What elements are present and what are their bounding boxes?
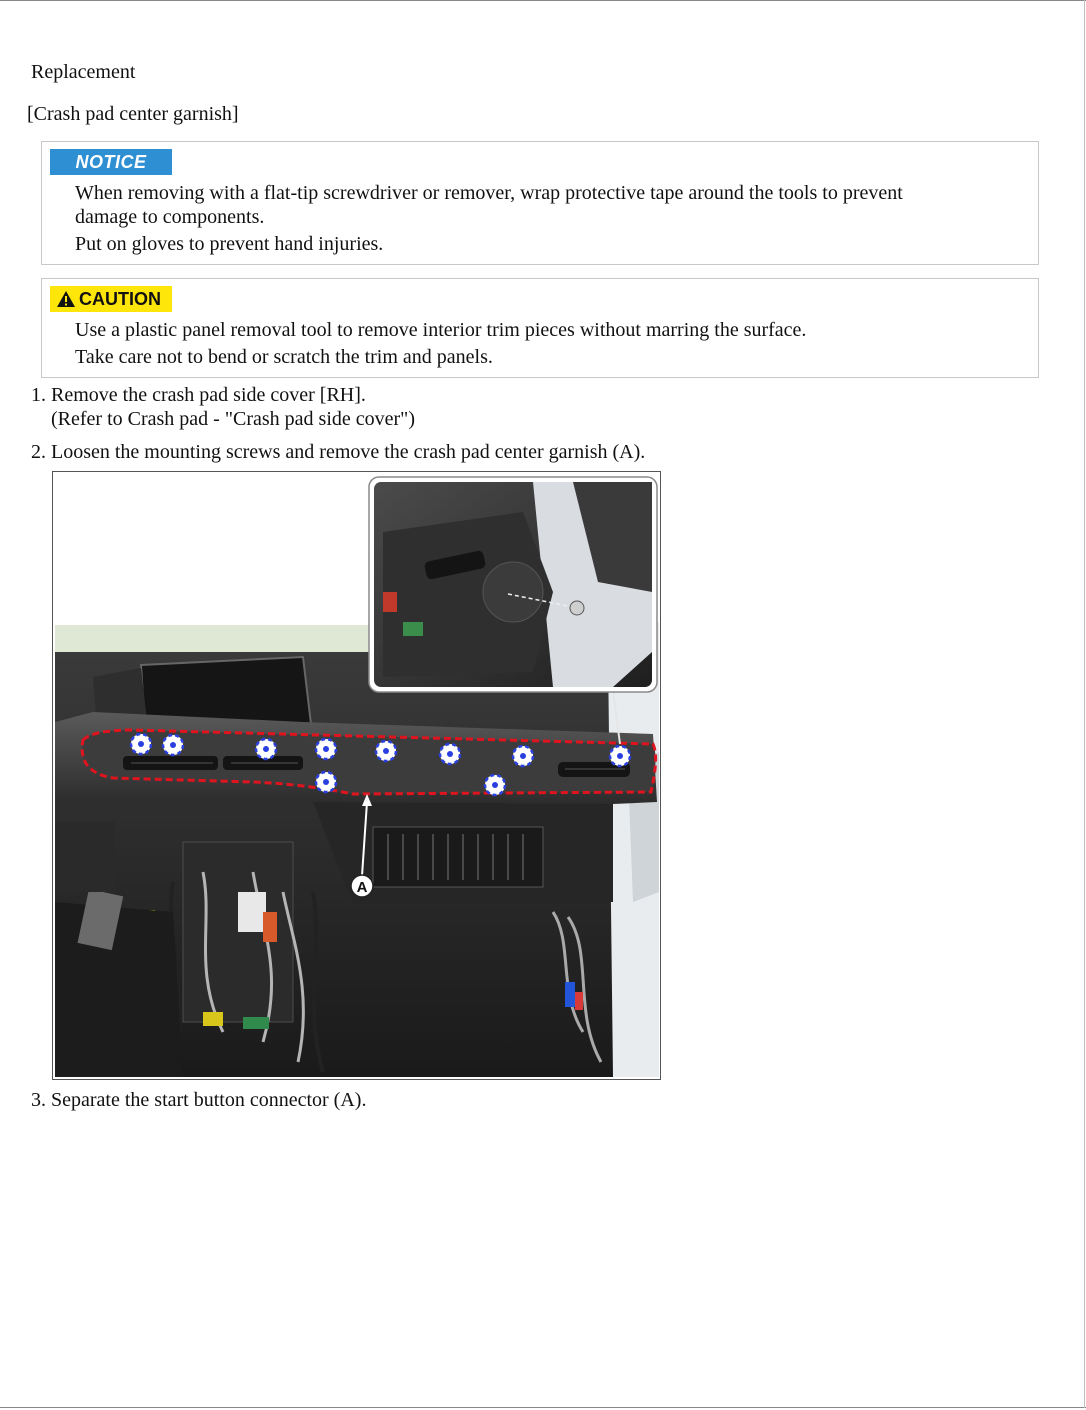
caution-box — [41, 278, 1039, 378]
notice-box — [41, 141, 1039, 265]
caution-label: CAUTION — [79, 289, 161, 309]
warning-triangle-icon — [56, 290, 76, 308]
crash-pad-figure — [52, 471, 661, 1080]
windshield-area — [55, 625, 385, 655]
notice-badge: NOTICE — [50, 149, 172, 175]
step-text: Remove the crash pad side cover [RH]. — [51, 384, 366, 406]
notice-line: When removing with a flat-tip screwdriver or remover, wrap protective tape around the tools to prevent — [75, 182, 903, 204]
step-reference: (Refer to Crash pad - "Crash pad side cover") — [51, 408, 415, 430]
page-top-border — [0, 0, 1086, 1]
notice-line: Put on gloves to prevent hand injuries. — [75, 233, 384, 255]
crash-pad-illustration — [53, 472, 660, 1079]
section-heading: Replacement — [31, 61, 136, 83]
page-bottom-border — [0, 1407, 1086, 1408]
step-number: 2. — [31, 441, 46, 463]
notice-line: damage to components. — [75, 206, 265, 228]
caution-badge — [50, 286, 172, 312]
caution-line: Use a plastic panel removal tool to remove interior trim pieces without marring the surface. — [75, 319, 807, 341]
page-right-border — [1084, 0, 1085, 1408]
callout-label: A — [356, 879, 368, 896]
step-number: 1. — [31, 384, 46, 406]
caution-line: Take care not to bend or scratch the trim and panels. — [75, 346, 493, 368]
step-text: Separate the start button connector (A). — [51, 1089, 367, 1111]
step-text: Loosen the mounting screws and remove the crash pad center garnish (A). — [51, 441, 646, 463]
screw-icon — [570, 601, 584, 615]
step-number: 3. — [31, 1089, 46, 1111]
procedure-title: [Crash pad center garnish] — [27, 103, 239, 125]
